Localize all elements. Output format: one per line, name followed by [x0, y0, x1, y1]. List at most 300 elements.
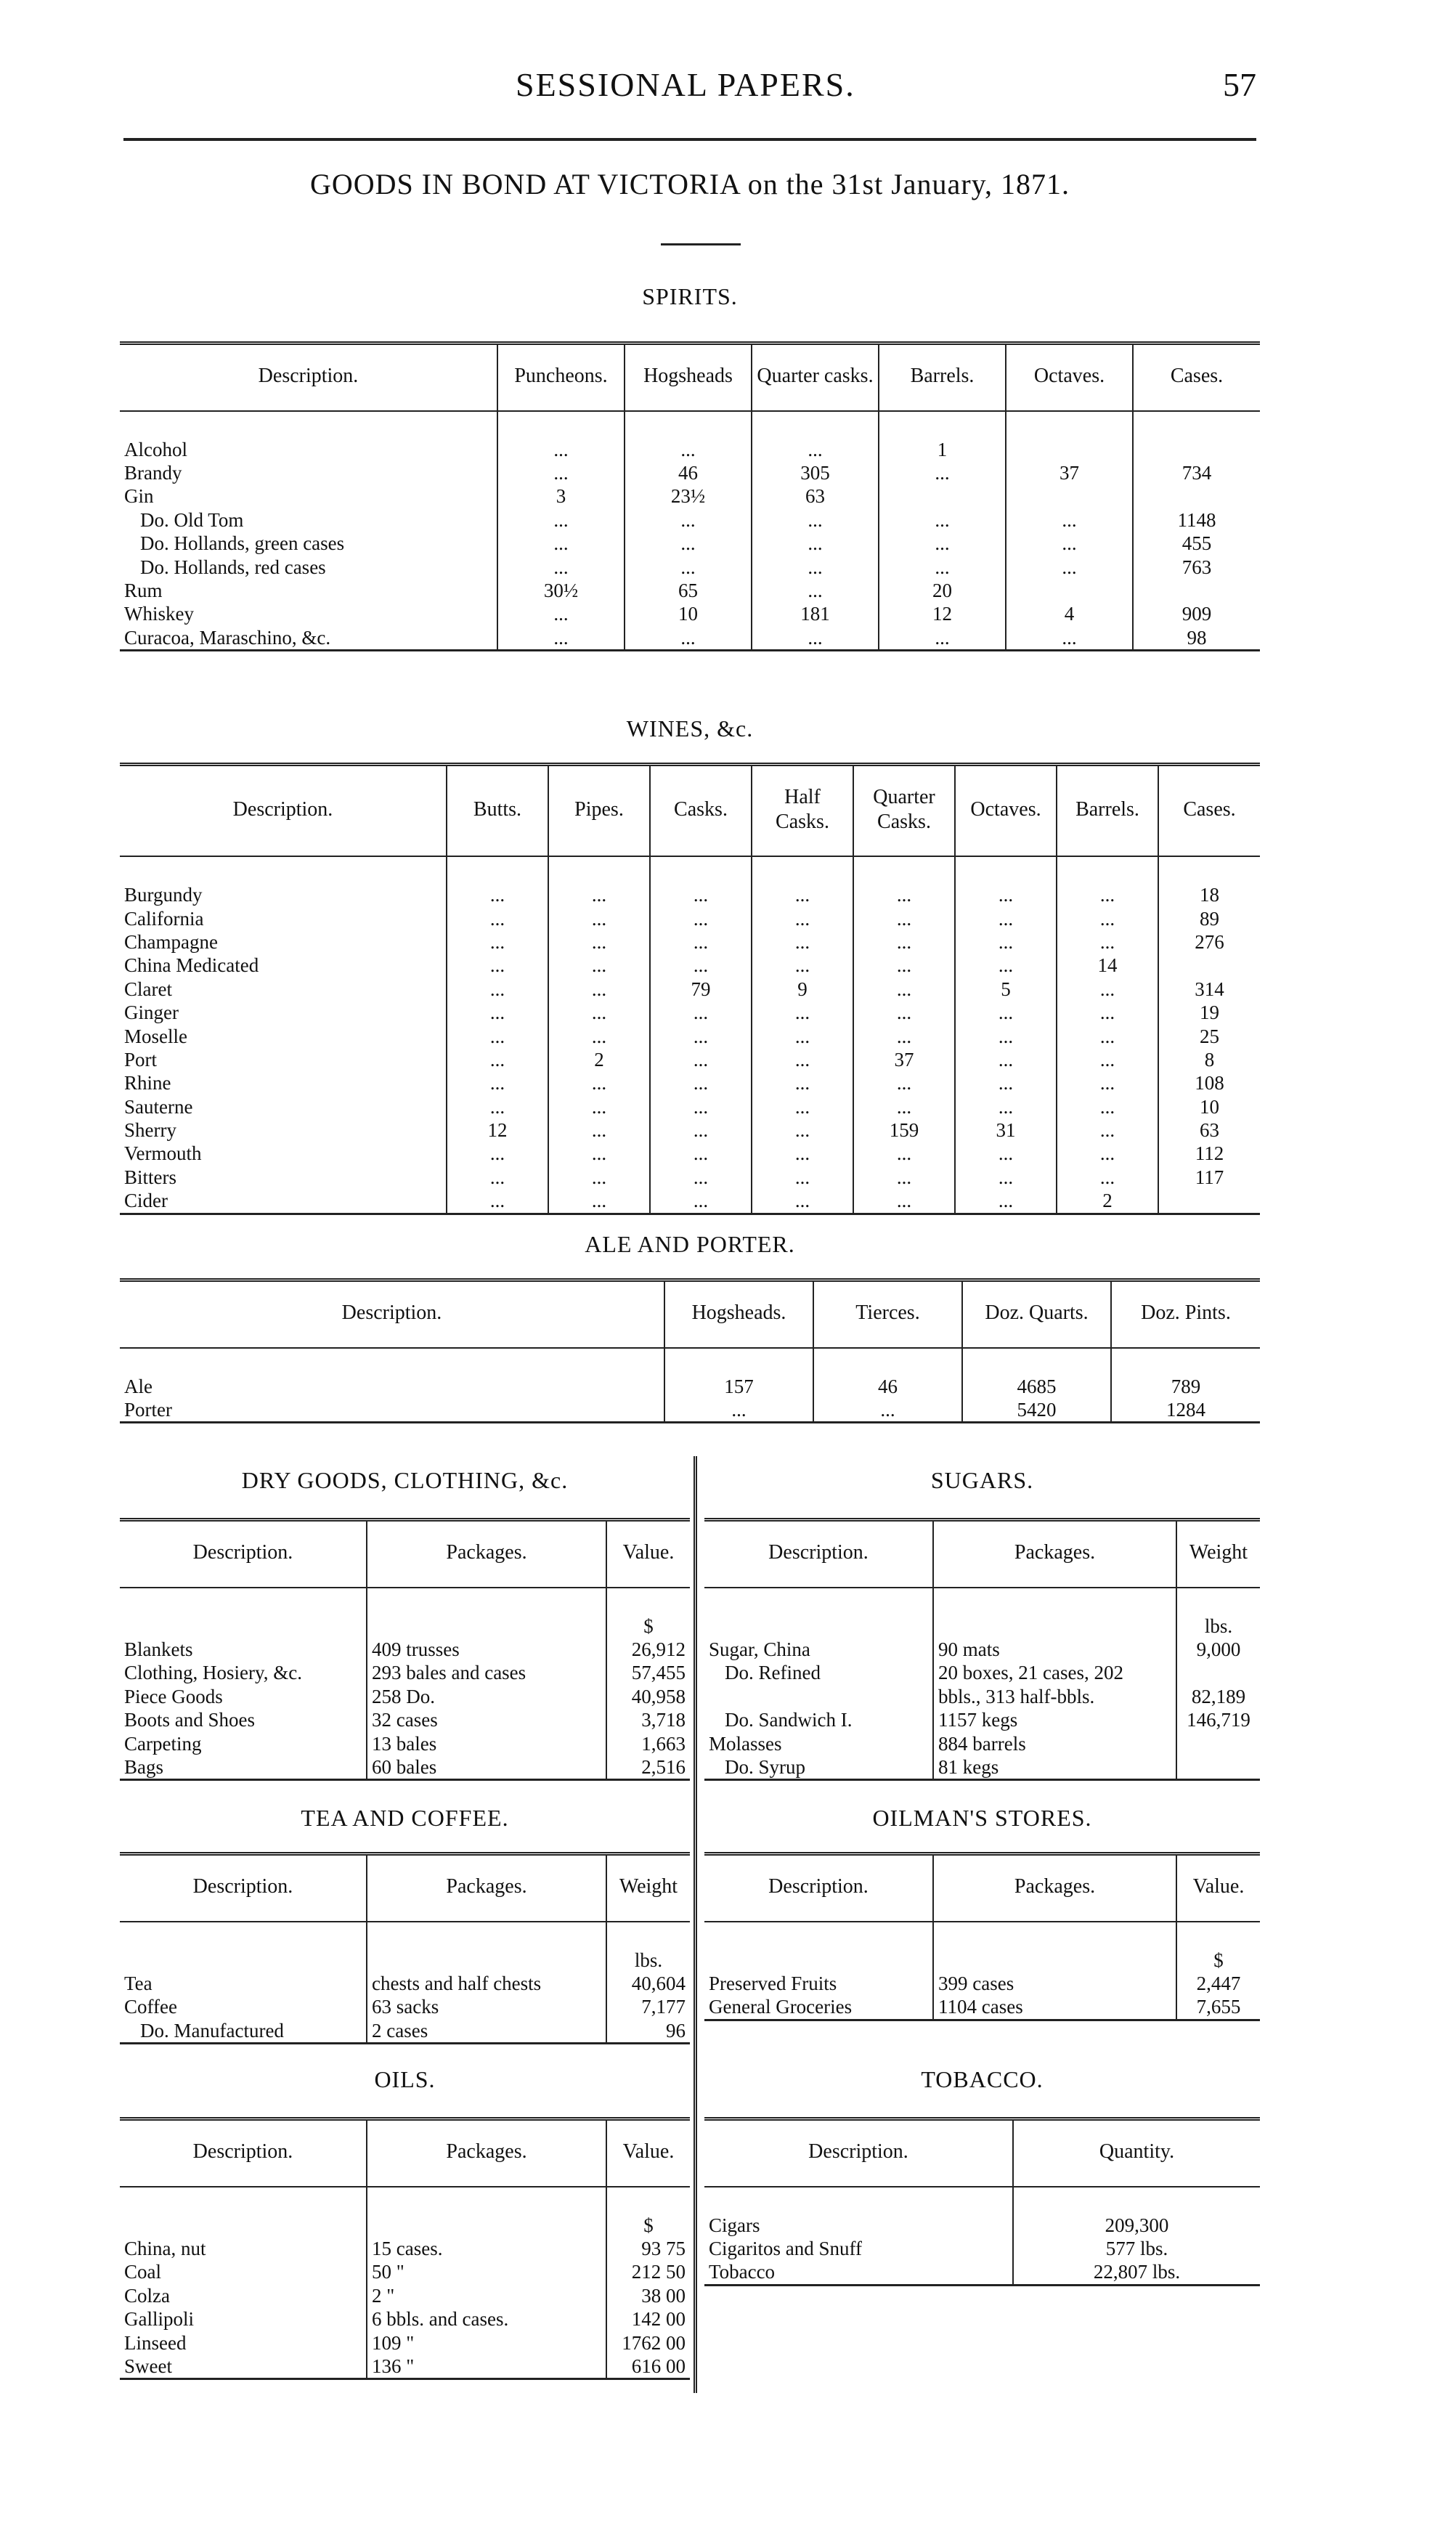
row-description: Colza	[124, 2284, 170, 2307]
table-row	[704, 1638, 1260, 1661]
column-header: Half Casks.	[752, 765, 853, 857]
row-value: ...	[1057, 930, 1158, 954]
column-header: Value.	[606, 2119, 690, 2187]
row-value: 1	[879, 411, 1006, 461]
row-value: 26,912	[606, 1638, 690, 1661]
table-row	[120, 1071, 1260, 1094]
table-row	[704, 1708, 1260, 1731]
column-header: Value.	[606, 1520, 690, 1588]
row-value: 6 bbls. and cases.	[367, 2307, 606, 2331]
row-value: ...	[1057, 907, 1158, 930]
row-value: ...	[497, 626, 625, 651]
row-value: ...	[447, 1142, 548, 1165]
row-value: 3	[497, 484, 625, 508]
running-title: SESSIONAL PAPERS.	[516, 66, 855, 103]
row-value: 305	[752, 461, 879, 484]
row-description: China Medicated	[124, 954, 259, 977]
row-description: Rum	[124, 579, 163, 601]
column-header: Description.	[120, 1854, 367, 1922]
row-value: ...	[955, 930, 1057, 954]
row-value: ...	[752, 508, 879, 532]
row-value: 293 bales and cases	[367, 1661, 606, 1684]
row-value: ...	[497, 411, 625, 461]
row-value: 60 bales	[367, 1755, 606, 1780]
column-header: Doz. Pints.	[1111, 1280, 1260, 1348]
row-value: 314	[1158, 978, 1260, 1001]
unit-spacer	[120, 1922, 367, 1972]
row-value: 96	[606, 2019, 690, 2044]
row-description	[704, 1685, 933, 1708]
tobacco-heading: TOBACCO.	[921, 2066, 1044, 2092]
row-value: ...	[650, 1142, 752, 1165]
row-value: 20	[879, 579, 1006, 602]
row-description: Sweet	[120, 2355, 367, 2379]
row-value: chests and half chests	[367, 1972, 606, 1995]
row-description: General Groceries	[704, 1995, 933, 2020]
column-header: Barrels.	[879, 344, 1006, 411]
row-value: ...	[813, 1398, 962, 1423]
row-value: ...	[955, 1166, 1057, 1189]
table-row	[120, 2260, 690, 2283]
row-value: ...	[447, 907, 548, 930]
row-value: ...	[752, 626, 879, 651]
row-value: ...	[447, 930, 548, 954]
row-value: ...	[955, 1071, 1057, 1094]
unit-spacer	[704, 1922, 933, 1972]
row-value: ...	[548, 1118, 650, 1142]
table-row	[120, 411, 1260, 461]
row-value: 5	[955, 978, 1057, 1001]
row-value: ...	[752, 856, 853, 906]
row-value: ...	[447, 1025, 548, 1048]
table-row	[120, 1995, 690, 2018]
row-value: ...	[497, 461, 625, 484]
column-header: Hogsheads.	[664, 1280, 813, 1348]
row-description: Do. Sandwich I.	[725, 1709, 853, 1731]
oils-section	[120, 2117, 690, 2380]
row-value: ...	[650, 856, 752, 906]
row-value: ...	[625, 508, 752, 532]
row-value: 276	[1158, 930, 1260, 954]
spirits-heading: SPIRITS.	[642, 283, 738, 309]
row-value: ...	[548, 1095, 650, 1118]
oils-heading: OILS.	[374, 2066, 436, 2092]
row-description: Sauterne	[124, 1095, 193, 1118]
page-header	[123, 65, 1256, 116]
row-value: ...	[447, 978, 548, 1001]
row-description: Alcohol	[124, 438, 187, 460]
row-value: ...	[548, 1189, 650, 1214]
row-description: Whiskey	[124, 603, 194, 625]
row-description: Clothing, Hosiery, &c.	[124, 1662, 302, 1684]
row-description: Vermouth	[124, 1142, 202, 1165]
row-value: 12	[879, 602, 1006, 625]
oilman-heading: OILMAN'S STORES.	[872, 1805, 1092, 1831]
oilman-section	[704, 1852, 1260, 2021]
row-value: 1,663	[606, 1732, 690, 1755]
row-value: ...	[752, 1025, 853, 1048]
row-value: 734	[1133, 461, 1260, 484]
row-description: Coal	[124, 2261, 161, 2283]
row-value: 1157 kegs	[933, 1708, 1176, 1731]
row-value: 117	[1158, 1166, 1260, 1189]
row-value: 46	[625, 461, 752, 484]
column-header: Tierces.	[813, 1280, 962, 1348]
table-row	[704, 1755, 1260, 1780]
unit-spacer	[704, 1588, 933, 1638]
column-header: Description.	[120, 1280, 664, 1348]
table-row	[120, 978, 1260, 1001]
column-header: Packages.	[367, 1854, 606, 1922]
row-description: Tea	[124, 1972, 152, 1994]
row-value: ...	[752, 907, 853, 930]
row-value: ...	[752, 1095, 853, 1118]
row-value	[1006, 579, 1133, 602]
row-description: Coffee	[124, 1996, 177, 2018]
table-row	[120, 626, 1260, 651]
row-description: Do. Manufactured	[120, 2019, 367, 2044]
row-value: 93 75	[606, 2237, 690, 2260]
row-value: ...	[1057, 1166, 1158, 1189]
column-header: Octaves.	[1006, 344, 1133, 411]
sugars-heading: SUGARS.	[930, 1467, 1034, 1493]
row-description: Molasses	[709, 1732, 782, 1755]
row-description: Cigars	[709, 2214, 760, 2236]
row-value: 146,719	[1176, 1708, 1260, 1731]
unit-label: lbs.	[1176, 1588, 1260, 1638]
column-header: Description.	[120, 344, 497, 411]
row-value: ...	[1057, 1001, 1158, 1024]
row-value: 38 00	[606, 2284, 690, 2307]
row-value: 909	[1133, 602, 1260, 625]
row-value: 136 "	[367, 2355, 606, 2379]
row-value: ...	[853, 978, 955, 1001]
row-value: 7,655	[1176, 1995, 1260, 2020]
row-value: ...	[650, 907, 752, 930]
table-row	[704, 2187, 1260, 2237]
unit-spacer	[367, 1922, 606, 1972]
row-description: Do. Hollands, red cases	[140, 556, 326, 578]
row-value: ...	[752, 579, 879, 602]
row-description: Carpeting	[124, 1732, 202, 1755]
row-value: ...	[650, 1166, 752, 1189]
table-row	[120, 1118, 1260, 1142]
row-value: 89	[1158, 907, 1260, 930]
row-value: 37	[1006, 461, 1133, 484]
row-value: ...	[853, 1001, 955, 1024]
row-value: ...	[752, 1166, 853, 1189]
row-description: Rhine	[124, 1072, 171, 1094]
row-description: Sugar, China	[709, 1638, 810, 1660]
row-description: Gallipoli	[124, 2308, 194, 2331]
row-value	[1158, 954, 1260, 977]
column-header: Quarter casks.	[752, 344, 879, 411]
row-value: ...	[650, 1189, 752, 1214]
row-value: ...	[1006, 508, 1133, 532]
column-header: Description.	[704, 2119, 1013, 2187]
table-row	[120, 1348, 1260, 1398]
row-value: 2 "	[367, 2284, 606, 2307]
row-value: 4685	[962, 1348, 1111, 1398]
row-description: Porter	[120, 1398, 664, 1423]
row-value: ...	[752, 1118, 853, 1142]
row-value: 4	[1006, 602, 1133, 625]
row-value: ...	[955, 907, 1057, 930]
row-value: ...	[853, 1142, 955, 1165]
row-description: Do. Syrup	[704, 1755, 933, 1780]
table-row	[120, 579, 1260, 602]
row-value: ...	[650, 1025, 752, 1048]
row-value: 616 00	[606, 2355, 690, 2379]
sugars-section	[704, 1518, 1260, 1781]
row-value: 20 boxes, 21 cases, 202	[933, 1661, 1176, 1684]
row-value: 1104 cases	[933, 1995, 1176, 2020]
table-row	[120, 1708, 690, 1731]
row-value: 82,189	[1176, 1685, 1260, 1708]
row-description: Port	[124, 1048, 158, 1071]
table-row	[120, 2355, 690, 2379]
row-value	[1133, 484, 1260, 508]
table-row	[120, 2331, 690, 2355]
row-description: Sherry	[124, 1119, 176, 1142]
row-value: ...	[853, 1025, 955, 1048]
row-value: ...	[1006, 626, 1133, 651]
table-row	[120, 556, 1260, 579]
row-value: ...	[955, 1189, 1057, 1214]
row-value: ...	[752, 1001, 853, 1024]
row-value: 40,958	[606, 1685, 690, 1708]
row-value: ...	[1057, 1142, 1158, 1165]
row-value: ...	[497, 532, 625, 555]
row-value: 98	[1133, 626, 1260, 651]
row-value: ...	[752, 556, 879, 579]
unit-label: $	[1176, 1922, 1260, 1972]
row-description: Cider	[120, 1189, 447, 1214]
unit-label: $	[606, 2187, 690, 2237]
row-value: ...	[548, 1001, 650, 1024]
row-value	[1006, 411, 1133, 461]
row-value: ...	[853, 1189, 955, 1214]
row-description: Preserved Fruits	[709, 1972, 837, 1994]
row-value: ...	[1006, 532, 1133, 555]
spirits-section	[120, 341, 1260, 651]
table-row	[120, 907, 1260, 930]
ale-table	[120, 1278, 1260, 1423]
row-value: 63 sacks	[367, 1995, 606, 2018]
table-row	[120, 2237, 690, 2260]
dry-goods-section	[120, 1518, 690, 1781]
row-value: ...	[650, 1095, 752, 1118]
ale-section	[120, 1278, 1260, 1423]
wines-table	[120, 763, 1260, 1215]
row-description: California	[124, 907, 204, 930]
row-description: Burgundy	[124, 884, 203, 906]
row-value: ...	[853, 856, 955, 906]
row-value: 455	[1133, 532, 1260, 555]
tea-section	[120, 1852, 690, 2044]
table-row	[120, 461, 1260, 484]
row-value: ...	[548, 954, 650, 977]
table-row	[120, 2019, 690, 2044]
row-value: ...	[1057, 1025, 1158, 1048]
row-value: 81 kegs	[933, 1755, 1176, 1780]
row-value: ...	[853, 1095, 955, 1118]
table-row	[120, 1972, 690, 1995]
document-title: GOODS IN BOND AT VICTORIA on the 31st January, 1871.	[309, 168, 1070, 200]
row-description: Bitters	[124, 1166, 176, 1188]
row-value: ...	[752, 532, 879, 555]
row-value: ...	[853, 1071, 955, 1094]
row-value: ...	[497, 602, 625, 625]
row-value: ...	[752, 1189, 853, 1214]
row-value: ...	[548, 1025, 650, 1048]
column-header: Weight	[1176, 1520, 1260, 1588]
row-value: 2 cases	[367, 2019, 606, 2044]
row-value: ...	[955, 856, 1057, 906]
row-value: ...	[548, 1166, 650, 1189]
column-header: Description.	[120, 2119, 367, 2187]
unit-spacer	[120, 1588, 367, 1638]
row-value: ...	[955, 1001, 1057, 1024]
row-value: 142 00	[606, 2307, 690, 2331]
row-description: Cigaritos and Snuff	[709, 2237, 862, 2259]
row-value: 14	[1057, 954, 1158, 977]
row-value: ...	[879, 556, 1006, 579]
row-value: ...	[853, 1166, 955, 1189]
table-row	[704, 1685, 1260, 1708]
row-value: 50 "	[367, 2260, 606, 2283]
row-description: Blankets	[124, 1638, 193, 1660]
dry-goods-table	[120, 1518, 690, 1781]
column-header: Description.	[120, 765, 447, 857]
row-value: 209,300	[1013, 2187, 1260, 2237]
row-value: ...	[548, 1071, 650, 1094]
row-value: ...	[1057, 978, 1158, 1001]
column-header: Description.	[120, 1520, 367, 1588]
row-value: 13 bales	[367, 1732, 606, 1755]
column-header: Value.	[1176, 1854, 1260, 1922]
row-value: ...	[1057, 1048, 1158, 1071]
row-value: 258 Do.	[367, 1685, 606, 1708]
row-value: ...	[650, 1118, 752, 1142]
row-value: 2	[548, 1048, 650, 1071]
row-value: ...	[1057, 1071, 1158, 1094]
table-row	[120, 954, 1260, 977]
header-rule	[123, 138, 1256, 141]
spirits-table	[120, 341, 1260, 651]
row-description: Ginger	[124, 1002, 179, 1024]
row-value: ...	[955, 1142, 1057, 1165]
table-row	[120, 602, 1260, 625]
table-row	[120, 1755, 690, 1780]
table-row	[120, 1661, 690, 1684]
table-row	[120, 484, 1260, 508]
column-header: Description.	[704, 1854, 933, 1922]
row-value: ...	[752, 1048, 853, 1071]
row-description: Tobacco	[704, 2260, 1013, 2285]
table-row	[120, 508, 1260, 532]
row-value: bbls., 313 half-bbls.	[933, 1685, 1176, 1708]
row-value: 2,516	[606, 1755, 690, 1780]
row-value: ...	[650, 1071, 752, 1094]
row-value: 112	[1158, 1142, 1260, 1165]
row-value: 212 50	[606, 2260, 690, 2283]
row-description: Do. Refined	[725, 1662, 821, 1684]
row-value: ...	[879, 508, 1006, 532]
row-value: ...	[447, 1048, 548, 1071]
row-value: 12	[447, 1118, 548, 1142]
column-header: Packages.	[367, 1520, 606, 1588]
row-value: 3,718	[606, 1708, 690, 1731]
row-value: ...	[879, 626, 1006, 651]
row-value: ...	[548, 978, 650, 1001]
row-value: 31	[955, 1118, 1057, 1142]
oilman-table	[704, 1852, 1260, 2021]
row-value	[1176, 1732, 1260, 1755]
row-value: ...	[955, 1025, 1057, 1048]
sugars-table	[704, 1518, 1260, 1781]
row-value: ...	[1006, 556, 1133, 579]
unit-label: lbs.	[606, 1922, 690, 1972]
row-value: ...	[955, 954, 1057, 977]
ale-heading: ALE AND PORTER.	[585, 1231, 795, 1257]
table-row	[704, 1732, 1260, 1755]
row-description: Gin	[124, 485, 154, 508]
row-description: Ale	[124, 1375, 152, 1397]
row-value: ...	[1057, 1118, 1158, 1142]
table-row	[120, 1025, 1260, 1048]
row-value: ...	[447, 1001, 548, 1024]
row-value: 19	[1158, 1001, 1260, 1024]
row-value: ...	[650, 954, 752, 977]
table-row	[120, 856, 1260, 906]
row-value: ...	[625, 556, 752, 579]
row-value: ...	[752, 1071, 853, 1094]
row-value: 10	[1158, 1095, 1260, 1118]
row-value: ...	[548, 856, 650, 906]
column-divider	[694, 1456, 697, 2393]
column-header: Barrels.	[1057, 765, 1158, 857]
row-value: 5420	[962, 1398, 1111, 1423]
row-value: 40,604	[606, 1972, 690, 1995]
row-description: Bags	[120, 1755, 367, 1780]
unit-spacer	[933, 1922, 1176, 1972]
row-value: ...	[447, 1189, 548, 1214]
table-row	[120, 930, 1260, 954]
column-header: Puncheons.	[497, 344, 625, 411]
row-value: ...	[447, 954, 548, 977]
row-value: ...	[548, 930, 650, 954]
unit-label: $	[606, 1588, 690, 1638]
column-header: Cases.	[1158, 765, 1260, 857]
row-value: ...	[447, 1071, 548, 1094]
row-value: 90 mats	[933, 1638, 1176, 1661]
row-value: 159	[853, 1118, 955, 1142]
tea-table	[120, 1852, 690, 2044]
dry-goods-heading: DRY GOODS, CLOTHING, &c.	[241, 1467, 569, 1493]
row-value	[1133, 579, 1260, 602]
row-value: ...	[447, 856, 548, 906]
row-value: 23½	[625, 484, 752, 508]
row-description: Do. Old Tom	[140, 508, 244, 531]
row-value: 57,455	[606, 1661, 690, 1684]
row-value: 25	[1158, 1025, 1260, 1048]
row-value: 1762 00	[606, 2331, 690, 2355]
row-value: ...	[752, 411, 879, 461]
row-value: 157	[664, 1348, 813, 1398]
row-value: ...	[664, 1398, 813, 1423]
row-value: ...	[752, 930, 853, 954]
